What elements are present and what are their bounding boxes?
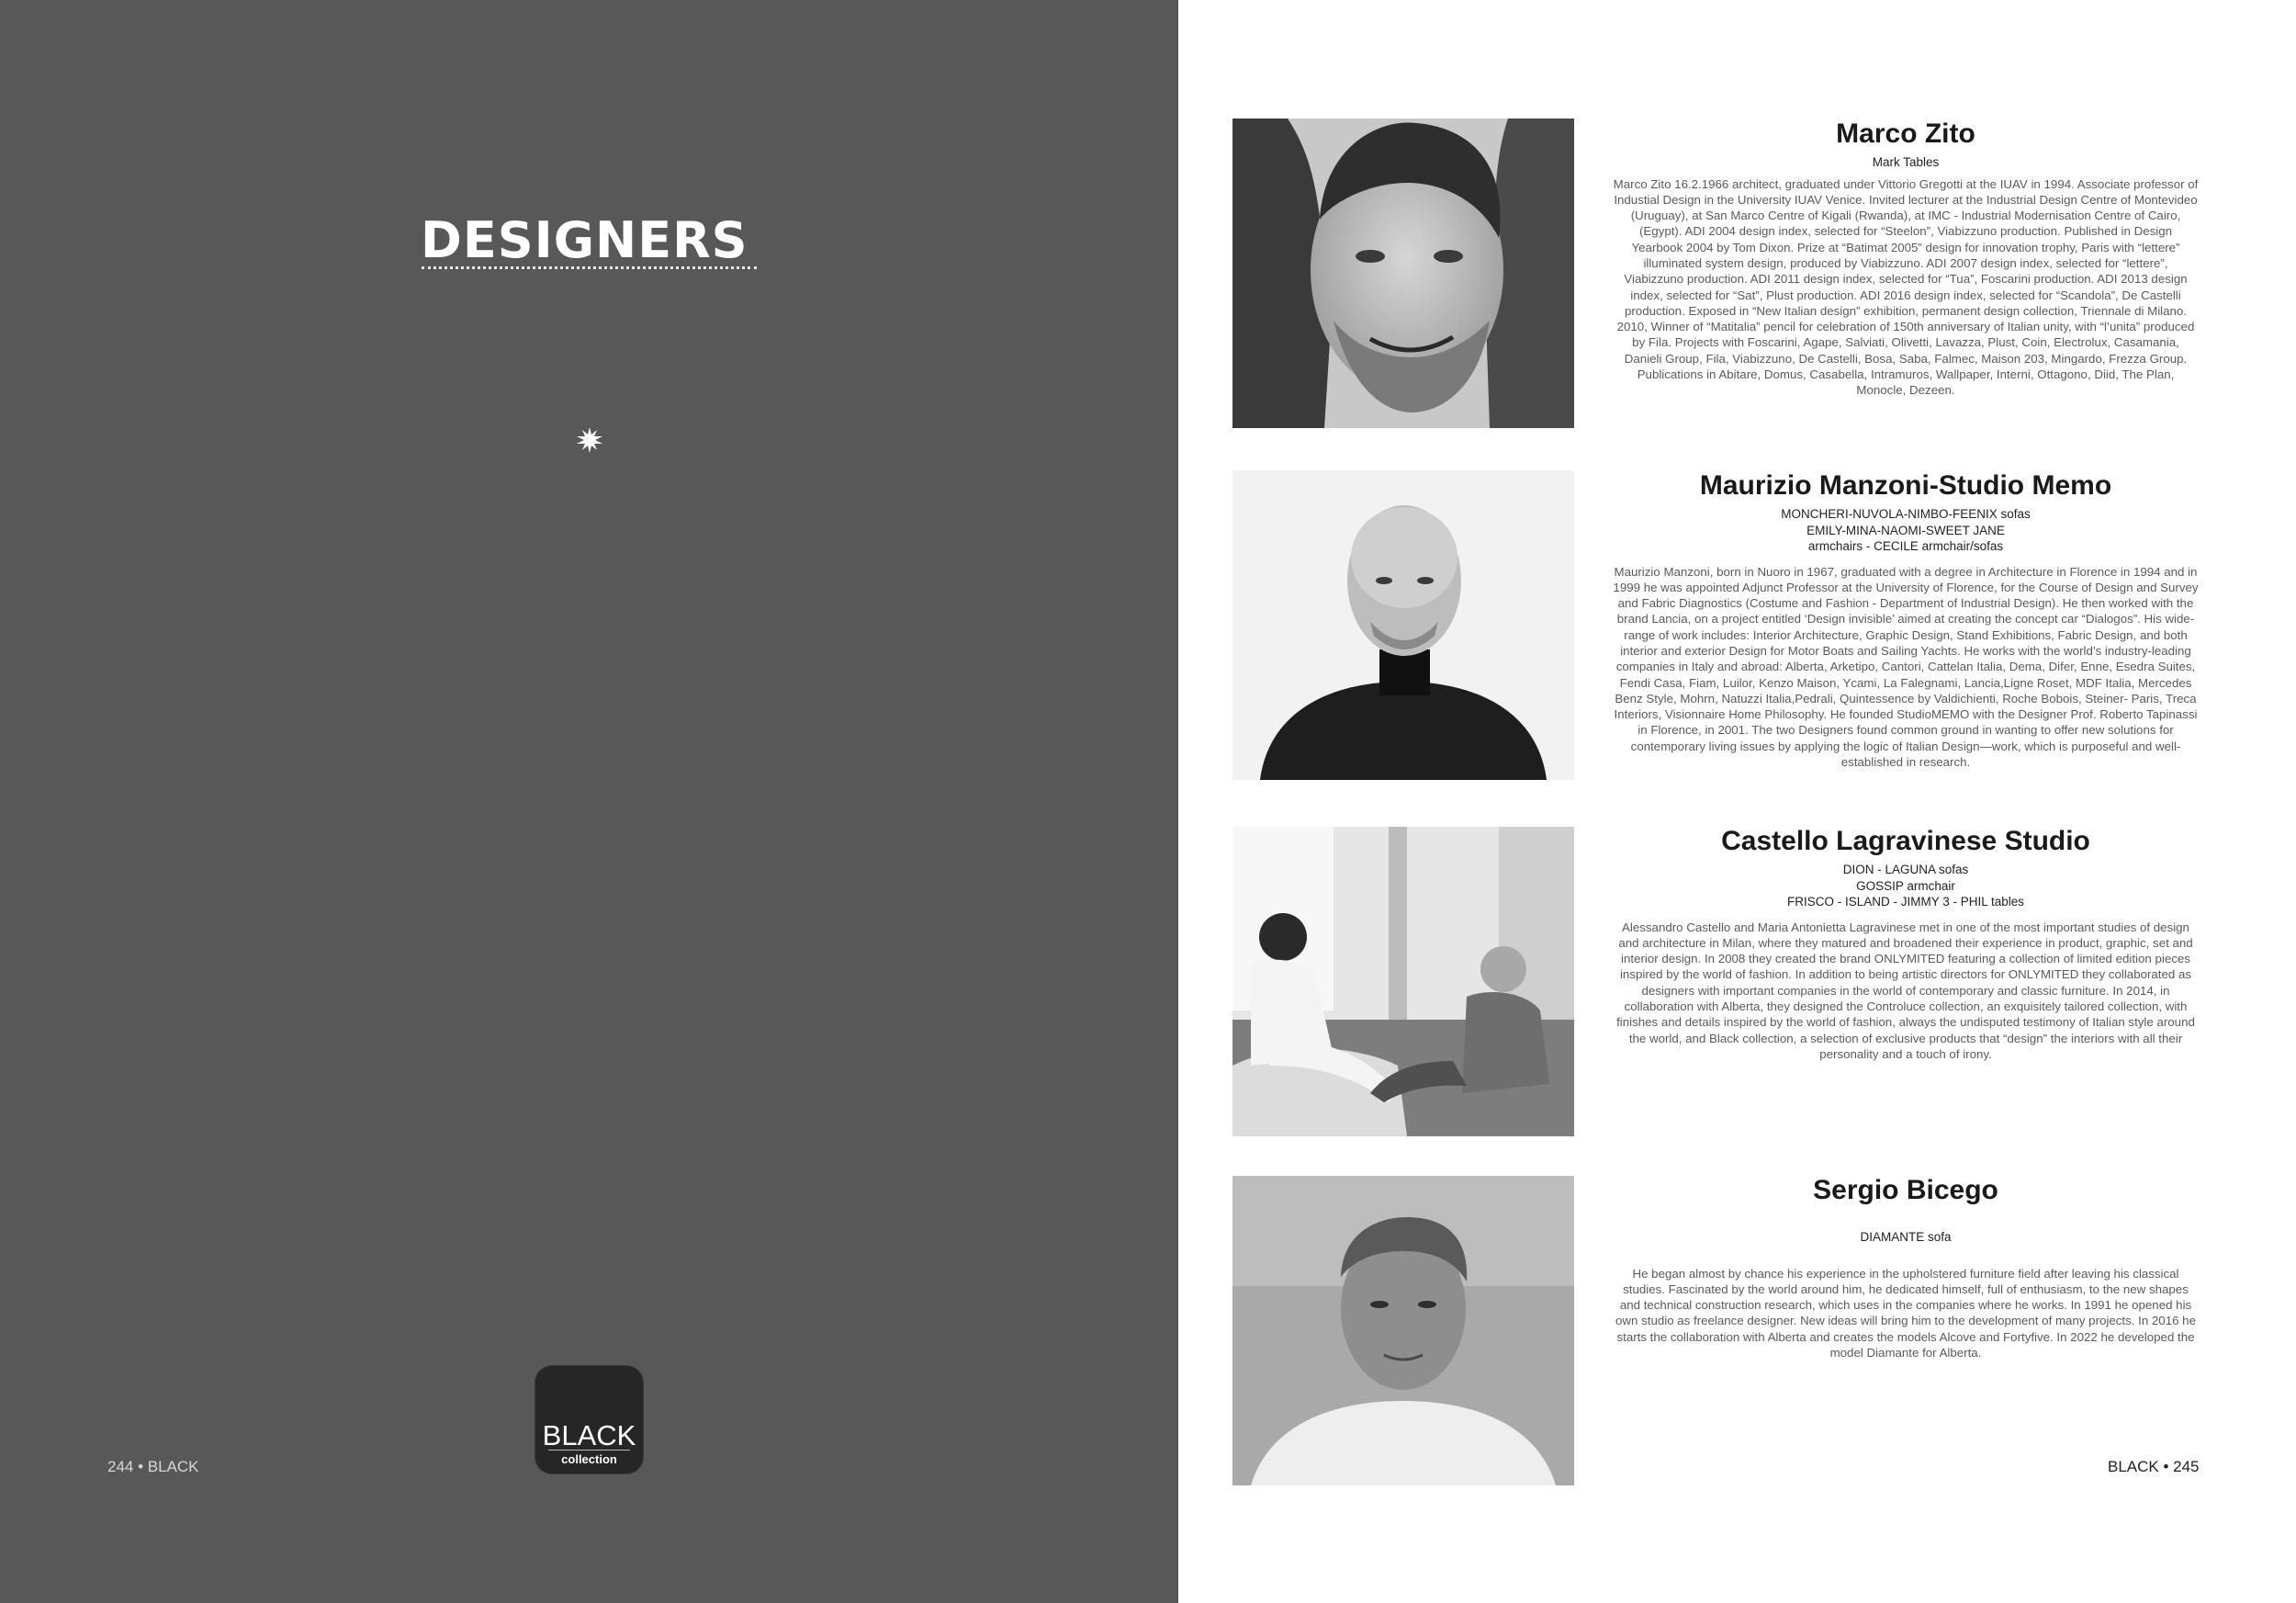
designer-name: Marco Zito bbox=[1836, 119, 1975, 149]
designer-bio: Maurizio Manzoni, born in Nuoro in 1967, graduated with a degree in Architecture in Florence in 1994 and in 1999 he was appointed Adjunct Professor at the University of Florence, for the Course of Design and Survey and Fabric Diagnostics (Costume and Fashion - Department of Industrial Design). He then worked with the brand Lancia, on a project entitled ‘Design invisible’ aimed at creating the concept car “Dialogos”. His wide-range of work includes: Interior Architecture, Graphic Design, Stand Exhibitions, Fabric Design, and both interior and exterior Design for Motor Boats and Sailing Yachts. He works with the world’s industry-leading companies in Italy and abroad: Alberta, Arketipo, Cantori, Cattelan Italia, Dema, Difer, Enne, Esedra Suites, Fendi Casa, Fiam, Luilor, Kenzo Maison, Ycami, La Falegnami, Lancia,Ligne Roset, MDF Italia, Mercedes Benz Style, Mohrn, Natuzzi Italia,Pedrali, Quintessence by Valdichienti, Roche Bobois, Steiner- Paris, Treca Interiors, Visionnaire Home Philosophy. He founded StudioMEMO with the Designer Prof. Roberto Tapinassi in Florence, in 2001. The two Designers found common ground in wanting to offer new solutions for contemporary living issues by applying the logic of Italian Design—work, which is purposeful and well-established in research. bbox=[1613, 564, 2199, 770]
designer-photo-castello-lagravinese bbox=[1232, 827, 1574, 1136]
designer-products-line: DION - LAGUNA sofas bbox=[1842, 863, 1969, 876]
designer-products-line: FRISCO - ISLAND - JIMMY 3 - PHIL tables bbox=[1786, 895, 2025, 909]
page-number-left: 244 • BLACK bbox=[107, 1458, 199, 1475]
designer-block-marco-zito bbox=[1613, 118, 2199, 398]
designer-products: Mark Tables bbox=[1872, 155, 1940, 169]
designer-products: DIAMANTE sofa bbox=[1860, 1230, 1952, 1244]
designer-block-castello-lagravinese bbox=[1613, 825, 2199, 1062]
designer-products-line: EMILY-MINA-NAOMI-SWEET JANE bbox=[1806, 523, 2005, 537]
page-number-right: BLACK • 245 bbox=[2108, 1458, 2200, 1475]
designer-photo-marco-zito bbox=[1232, 119, 1574, 428]
designer-photo-maurizio-manzoni bbox=[1232, 470, 1574, 780]
designer-name: Maurizio Manzoni-Studio Memo bbox=[1699, 470, 2112, 501]
designer-bio: Alessandro Castello and Maria Antonietta Lagravinese met in one of the most important studies of design and architecture in Milan, where they matured and broadened their experience in product, graphic, set and interior design. In 2008 they created the brand ONLYMITED featuring a collection of limited edition pieces inspired by the world of fashion. In addition to being artistic directors for ONLYMITED they collaborated as designers with important companies in the world of contemporary and classic furniture. In 2014, in collaboration with Alberta, they designed the Controluce collection, an exquisitely tailored collection, with finishes and details inspired by the world of fashion, always the undisputed testimony of Italian style around the world, and Black collection, a selection of exclusive products that “design” the interiors with all their personality and a touch of irony. bbox=[1616, 920, 2195, 1061]
designer-name: Castello Lagravinese Studio bbox=[1721, 826, 2090, 856]
designer-photo-sergio-bicego bbox=[1232, 1176, 1574, 1485]
designer-products-line: MONCHERI-NUVOLA-NIMBO-FEENIX sofas bbox=[1781, 507, 2031, 521]
logo-subtitle: collection bbox=[561, 1452, 617, 1466]
title-dotted-rule bbox=[422, 266, 757, 269]
designer-products-line: armchairs - CECILE armchair/sofas bbox=[1807, 539, 2004, 554]
logo-word: BLACK bbox=[542, 1419, 636, 1451]
designer-bio: He began almost by chance his experience in the upholstered furniture field after leaving his classical studies. Fascinated by the world around him, he dedicated himself, full of enthusiasm, to the new shapes and technical construction research, which uses in the companies where he works. In 1991 he opened his own studio as freelance designer. New ideas will bring him to the development of many projects. In 2016 he starts the collaboration with Alberta and creates the models Alcove and Fortyfive. In 2022 he developed the model Diamante for Alberta. bbox=[1615, 1266, 2196, 1360]
section-title: DESIGNERS bbox=[421, 211, 748, 269]
designer-products-line: GOSSIP armchair bbox=[1856, 878, 1955, 893]
designer-bio: Marco Zito 16.2.1966 architect, graduated under Vittorio Gregotti at the IUAV in 1994. Associate professor of Industial Design in the University IUAV Venice. Invited lecturer at the Industrial Design Centre of Montevideo (Uruguay), at San Marco Centre of Kigali (Rwanda), at IMC - Industrial Modernisation Centre of Cairo, (Egypt). ADI 2004 design index, selected for “Steelon”, Viabizzuno production. Published in Design Yearbook 2004 by Tom Dixon. Prize at “Batimat 2005” design for innovation trophy, Paris with “lettere” illuminated system design, produced by Viabizzuno. ADI 2007 design index, selected for “lettere”, Viabizzuno production. ADI 2011 design index, selected for “Tua”, Foscarini production. ADI 2013 design index, selected for “Sat”, Plust production. ADI 2016 design index, selected for “Scandola”, De Castelli production. Exposed in “New Italian design” exhibition, permanent design collection, Triennale di Milano. 2010, Winner of “Matitalia” pencil for celebration of 150th anniversary of Italian unity, with “l’unita” produced by Fila. Projects with Foscarini, Agape, Salviati, Olivetti, Lavazza, Plust, Coin, Electrolux, Casamania, Danieli Group, Fila, Viabizzuno, De Castelli, Bosa, Saba, Falmec, Maison 203, Mingardo, Frezza Group. Publications in Abitare, Domus, Casabella, Intramuros, Wallpaper, Interni, Ottagono, Diid, The Plan, Monocle, Dezeen. bbox=[1613, 176, 2199, 398]
black-collection-logo bbox=[535, 1366, 643, 1473]
logo-divider bbox=[548, 1450, 630, 1451]
designer-block-maurizio-manzoni bbox=[1613, 469, 2199, 770]
designer-block-sergio-bicego bbox=[1613, 1174, 2199, 1360]
designer-name: Sergio Bicego bbox=[1813, 1175, 1998, 1205]
star-burst-icon bbox=[577, 427, 602, 453]
